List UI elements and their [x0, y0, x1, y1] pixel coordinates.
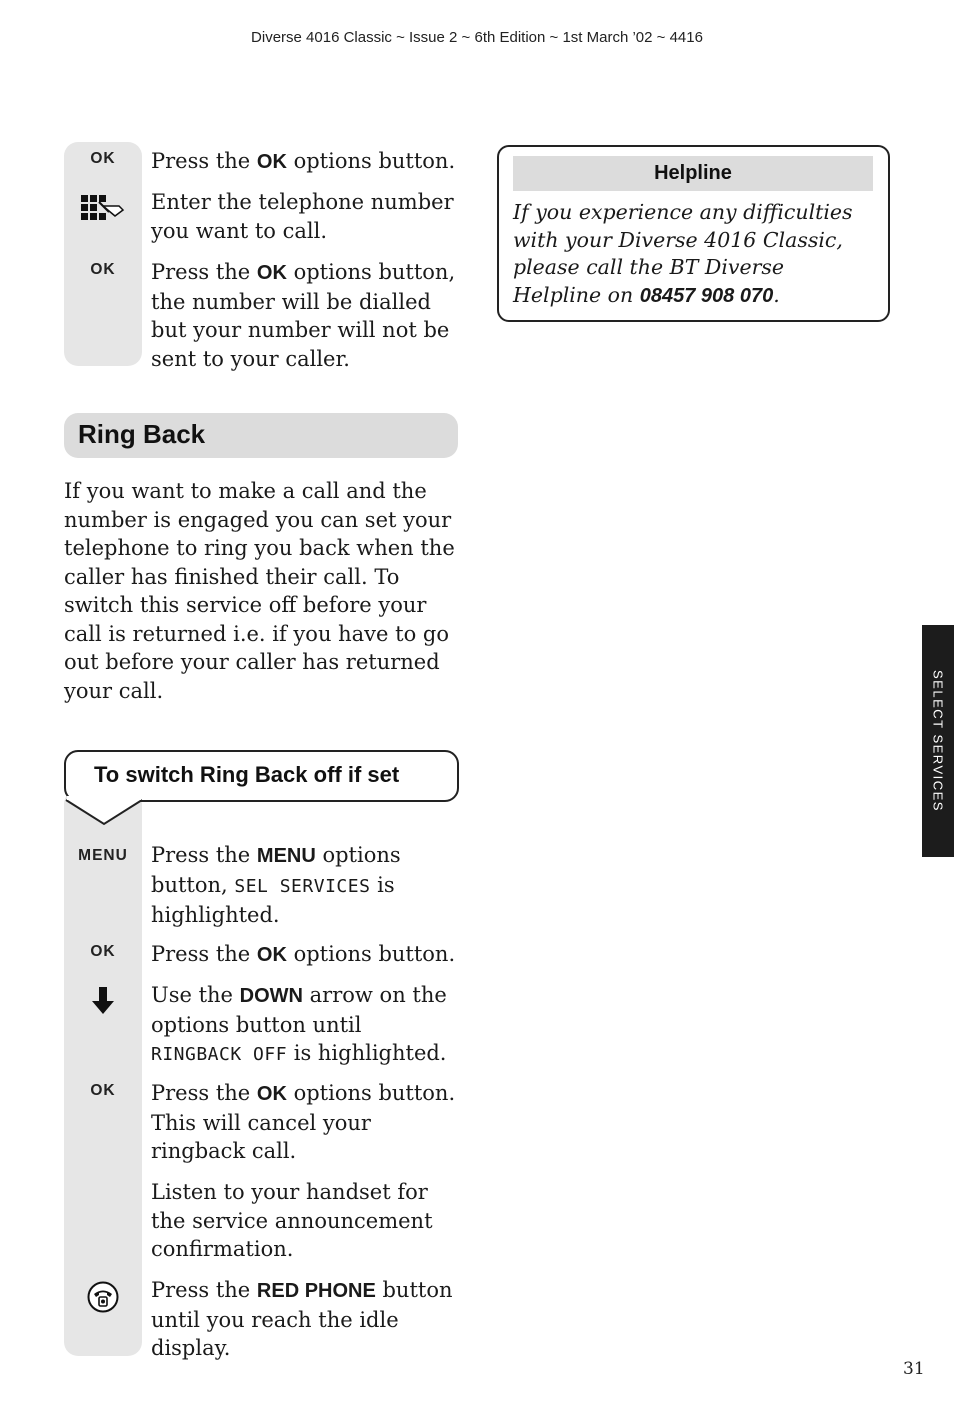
page-header: Diverse 4016 Classic ~ Issue 2 ~ 6th Edition ~ 1st March ’02 ~ 4416: [251, 29, 703, 46]
speech-pointer: [64, 796, 148, 830]
ok-button-icon: OK: [90, 1082, 116, 1099]
helpline-title-bar: Helpline: [513, 156, 873, 191]
section-heading-ring-back: Ring Back: [64, 413, 458, 458]
helpline-text: If you experience any difficulties with your Diverse 4016 Classic, please call the BT Diverse Helpline on 08457 908 070.: [513, 200, 853, 307]
ok-button-icon: OK: [90, 261, 116, 278]
side-tab-select-services: SELECT SERVICES: [922, 625, 954, 857]
icon-column-top: [64, 142, 142, 366]
icon-column-bottom: [64, 790, 142, 1356]
helpline-box: [497, 145, 890, 322]
ok-button-icon: OK: [90, 150, 116, 167]
page-number: 31: [903, 1359, 925, 1379]
down-arrow-icon: [64, 987, 142, 1020]
subheading-switch-ring-back-off: To switch Ring Back off if set: [64, 750, 459, 802]
menu-button-icon: MENU: [78, 847, 128, 864]
ok-button-icon: OK: [90, 943, 116, 960]
helpline-number: 08457 908 070: [639, 284, 774, 307]
keypad-icon: [64, 194, 142, 231]
red-phone-icon: [64, 1280, 142, 1319]
ring-back-description: If you want to make a call and the number is engaged you can set your telephone to ring you back when the caller has finished their call. To switch this service off before your call is returned i.e. if you have to go out before your caller has returned your call.: [64, 479, 455, 703]
